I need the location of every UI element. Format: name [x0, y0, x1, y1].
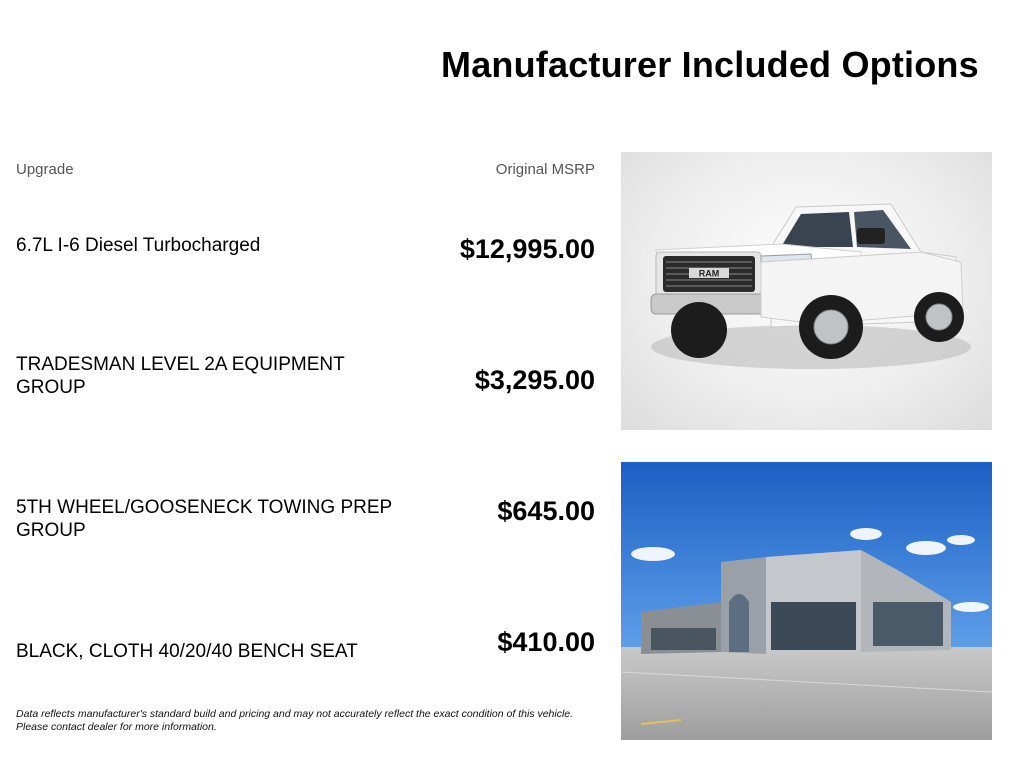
option-price: $3,295.00 [474, 365, 595, 395]
truck-illustration [621, 152, 992, 430]
option-name: BLACK, CLOTH 40/20/40 BENCH SEAT [16, 641, 358, 662]
disclaimer [16, 708, 616, 734]
option-price: $410.00 [497, 627, 595, 657]
page-title: Manufacturer Included Options [441, 44, 979, 85]
upgrade-column-header: Upgrade [16, 161, 74, 178]
option-name: TRADESMAN LEVEL 2A EQUIPMENT GROUP [16, 354, 345, 398]
disclaimer-line: Please contact dealer for more information. [16, 721, 217, 733]
option-name: 6.7L I-6 Diesel Turbocharged [16, 235, 261, 256]
dealership-photo [621, 462, 992, 740]
option-price: $12,995.00 [459, 234, 595, 264]
dealership-illustration [621, 462, 992, 740]
option-name: 5TH WHEEL/GOOSENECK TOWING PREP GROUP [16, 497, 392, 541]
truck-photo [621, 152, 992, 430]
grille-badge: RAM [698, 268, 720, 279]
msrp-column-header: Original MSRP [495, 161, 595, 178]
option-price: $645.00 [497, 496, 595, 526]
disclaimer-line: Data reflects manufacturer's standard build and pricing and may not accurately reflect the exact condition of this vehicle. [16, 708, 574, 720]
